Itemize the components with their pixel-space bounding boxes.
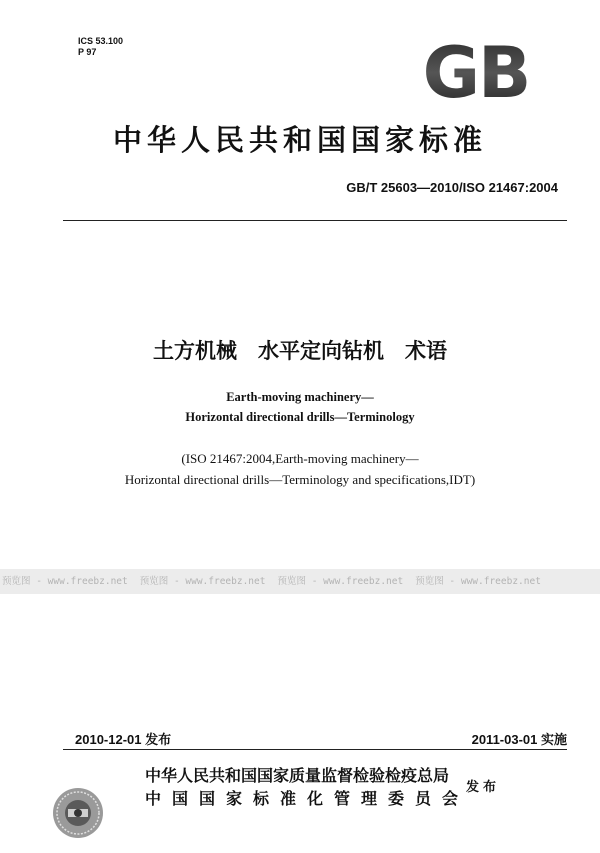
english-title	[0, 387, 600, 427]
watermark-band	[0, 569, 600, 594]
seal-icon	[51, 786, 105, 840]
top-divider	[63, 220, 567, 221]
iso-reference	[0, 448, 600, 490]
gb-logo-icon	[412, 40, 540, 104]
watermark-text: 预览图 - www.freebz.net	[139, 576, 266, 587]
iso-reference-line-2: Horizontal directional drills—Terminology and specifications,IDT)	[124, 472, 476, 487]
issue-date: 2010-12-01 发布	[75, 732, 172, 747]
gb-logo-text: GB	[422, 40, 530, 104]
issuer-line-2: 中国国家标准化管理委员会	[145, 789, 470, 808]
english-title-line-2: Horizontal directional drills—Terminology	[185, 410, 415, 424]
issuer-line-1: 中华人民共和国国家质量监督检验检疫总局	[145, 766, 450, 785]
publish-label: 发布	[466, 780, 501, 795]
english-title-line-1: Earth-moving machinery—	[226, 390, 374, 404]
ics-code: ICS 53.100	[78, 36, 124, 46]
bottom-divider	[63, 749, 567, 750]
ics-code-block	[78, 36, 123, 58]
ccs-code: P 97	[78, 47, 97, 57]
watermark-text: 预览图 - www.freebz.net	[277, 576, 404, 587]
chinese-title: 土方机械 水平定向钻机 术语	[153, 339, 447, 363]
standard-number: GB/T 25603—2010/ISO 21467:2004	[346, 180, 558, 195]
org-title: 中华人民共和国国家标准	[112, 123, 487, 157]
watermark-text: 预览图 - www.freebz.net	[2, 576, 128, 587]
iso-reference-line-1: (ISO 21467:2004,Earth-moving machinery—	[181, 451, 419, 466]
implement-date: 2011-03-01 实施	[471, 732, 567, 747]
watermark-text: 预览图 - www.freebz.net	[415, 576, 541, 587]
